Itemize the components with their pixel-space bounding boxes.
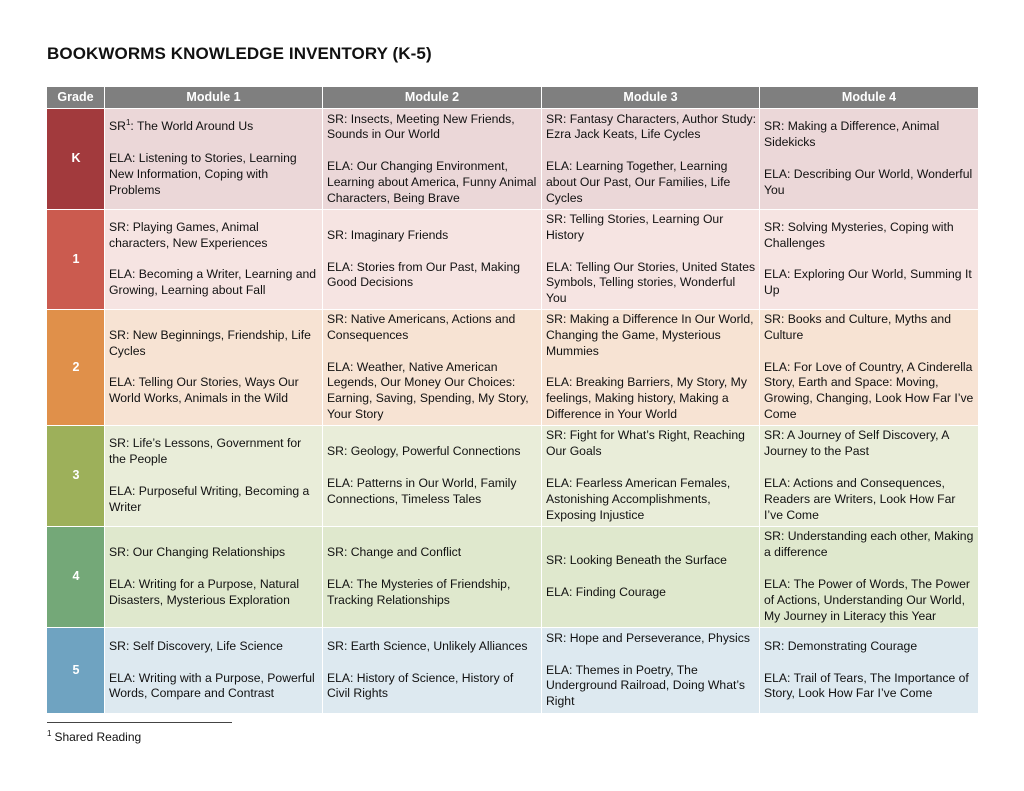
sr-text: SR: Solving Mysteries, Coping with Challenges — [764, 219, 954, 250]
table-row — [47, 627, 979, 713]
sr-text: SR: Earth Science, Unlikely Alliances — [327, 638, 528, 653]
ela-text: ELA: Describing Our World, Wonderful You — [764, 167, 973, 197]
header-module-4: Module 4 — [760, 87, 979, 109]
sr-text: SR: Geology, Powerful Connections — [327, 444, 521, 459]
ela-text: ELA: Patterns in Our World, Family Connections, Timeless Tales — [327, 476, 517, 506]
module-cell — [542, 425, 760, 526]
module-cell — [542, 627, 760, 713]
footnote-ref: 1 — [125, 118, 131, 128]
footnote-divider — [47, 722, 232, 723]
module-cell — [105, 425, 323, 526]
ela-text: ELA: Learning Together, Learning about Our Past, Our Families, Life Cycles — [546, 159, 731, 205]
module-cell — [323, 425, 542, 526]
table-row — [47, 109, 979, 210]
grade-cell: 5 — [47, 627, 105, 713]
table-row — [47, 425, 979, 526]
grade-cell: 1 — [47, 210, 105, 310]
page-title: BOOKWORMS KNOWLEDGE INVENTORY (K-5) — [47, 44, 432, 63]
module-cell — [760, 109, 979, 210]
ela-text: ELA: The Mysteries of Friendship, Tracking Relationships — [327, 577, 511, 607]
sr-text: SR: Our Changing Relationships — [109, 545, 286, 560]
ela-text: ELA: Fearless American Females, Astonishing Accomplishments, Exposing Injustice — [546, 476, 731, 522]
table-row — [47, 309, 979, 425]
ela-text: ELA: Breaking Barriers, My Story, My feelings, Making history, Making a Difference in Your World — [546, 375, 747, 422]
ela-text: ELA: Themes in Poetry, The Underground Railroad, Doing What’s Right — [546, 662, 745, 709]
sr-text: SR: Imaginary Friends — [327, 227, 449, 242]
ela-text: ELA: Purposeful Writing, Becoming a Writer — [109, 483, 310, 514]
module-cell — [760, 210, 979, 310]
sr-text: $SR^1$: The World Around Us — [109, 118, 254, 134]
module-cell — [542, 109, 760, 210]
ela-text: ELA: Writing with a Purpose, Powerful Words, Compare and Contrast — [109, 670, 315, 701]
ela-text: ELA: Exploring Our World, Summing It Up — [764, 267, 972, 298]
sr-text: SR: Fight for What’s Right, Reaching Our Goals — [546, 428, 745, 459]
module-cell — [105, 309, 323, 425]
module-cell — [105, 627, 323, 713]
module-cell — [105, 109, 323, 210]
header-module-3: Module 3 — [542, 87, 760, 109]
ela-text: ELA: Writing for a Purpose, Natural Disasters, Mysterious Exploration — [109, 577, 300, 607]
knowledge-inventory-table — [46, 86, 979, 714]
module-cell — [105, 526, 323, 627]
module-cell — [760, 309, 979, 425]
footnote-marker: 1 — [47, 729, 52, 738]
sr-text: SR: Telling Stories, Learning Our History — [546, 212, 724, 242]
module-cell — [105, 210, 323, 310]
sr-text: SR: A Journey of Self Discovery, A Journey to the Past — [764, 428, 949, 459]
sr-text: SR: Change and Conflict — [327, 545, 462, 560]
sr-text: SR: Looking Beneath the Surface — [546, 553, 727, 568]
sr-text: SR: Hope and Perseverance, Physics — [546, 630, 750, 645]
sr-text: SR: Books and Culture, Myths and Culture — [764, 312, 951, 342]
ela-text: ELA: Our Changing Environment, Learning about America, Funny Animal Characters, Being Brave — [327, 159, 537, 205]
ela-text: ELA: Finding Courage — [546, 584, 666, 599]
module-cell — [542, 210, 760, 310]
sr-text: SR: Life’s Lessons, Government for the People — [109, 436, 302, 467]
sr-text: SR: Self Discovery, Life Science — [109, 638, 283, 653]
sr-text: SR: Playing Games, Animal characters, New Experiences — [109, 219, 268, 250]
ela-text: ELA: The Power of Words, The Power of Actions, Understanding Our World, My Journey in Literacy this Year — [764, 577, 970, 623]
ela-text: ELA: Listening to Stories, Learning New Information, Coping with Problems — [109, 151, 297, 197]
header-grade: Grade — [47, 87, 105, 109]
sr-text: SR: New Beginnings, Friendship, Life Cycles — [109, 327, 311, 358]
grade-cell: 3 — [47, 425, 105, 526]
grade-cell: 4 — [47, 526, 105, 627]
grade-cell: 2 — [47, 309, 105, 425]
sr-text: SR: Demonstrating Courage — [764, 638, 918, 653]
grade-cell: K — [47, 109, 105, 210]
table-header-row — [47, 87, 979, 109]
ela-text: ELA: Stories from Our Past, Making Good Decisions — [327, 259, 521, 290]
ela-text: ELA: Telling Our Stories, Ways Our World Works, Animals in the Wild — [109, 375, 299, 406]
ela-text: ELA: Telling Our Stories, United States Symbols, Telling stories, Wonderful You — [546, 259, 756, 306]
module-cell — [760, 627, 979, 713]
ela-text: ELA: Trail of Tears, The Importance of Story, Look How Far I’ve Come — [764, 670, 969, 701]
module-cell — [542, 309, 760, 425]
sr-text: SR: Making a Difference, Animal Sidekicks — [764, 119, 940, 150]
module-cell — [760, 425, 979, 526]
module-cell — [760, 526, 979, 627]
footnote — [47, 730, 141, 744]
header-module-1: Module 1 — [105, 87, 323, 109]
module-cell — [323, 210, 542, 310]
ela-text: ELA: Becoming a Writer, Learning and Growing, Learning about Fall — [109, 267, 317, 298]
ela-text: ELA: History of Science, History of Civil Rights — [327, 670, 514, 701]
header-module-2: Module 2 — [323, 87, 542, 109]
module-cell — [323, 526, 542, 627]
module-cell — [542, 526, 760, 627]
module-cell — [323, 309, 542, 425]
sr-text: SR: Insects, Meeting New Friends, Sounds in Our World — [327, 111, 515, 142]
table-row — [47, 526, 979, 627]
table-row — [47, 210, 979, 310]
sr-text: SR: Understanding each other, Making a difference — [764, 529, 974, 560]
module-cell — [323, 109, 542, 210]
sr-text: SR: Fantasy Characters, Author Study: Ezra Jack Keats, Life Cycles — [546, 111, 756, 142]
sr-text: SR: Making a Difference In Our World, Changing the Game, Mysterious Mummies — [546, 312, 754, 358]
ela-text: ELA: Weather, Native American Legends, Our Money Our Choices: Earning, Saving, Spending, My Story, Your Story — [327, 359, 529, 422]
ela-text: ELA: Actions and Consequences, Readers are Writers, Look How Far I’ve Come — [764, 476, 956, 522]
module-cell — [323, 627, 542, 713]
ela-text: ELA: For Love of Country, A Cinderella Story, Earth and Space: Moving, Growing, Changing, Look How Far I’ve Come — [764, 359, 974, 422]
footnote-text: Shared Reading — [54, 730, 142, 744]
sr-text: SR: Native Americans, Actions and Consequences — [327, 312, 516, 342]
